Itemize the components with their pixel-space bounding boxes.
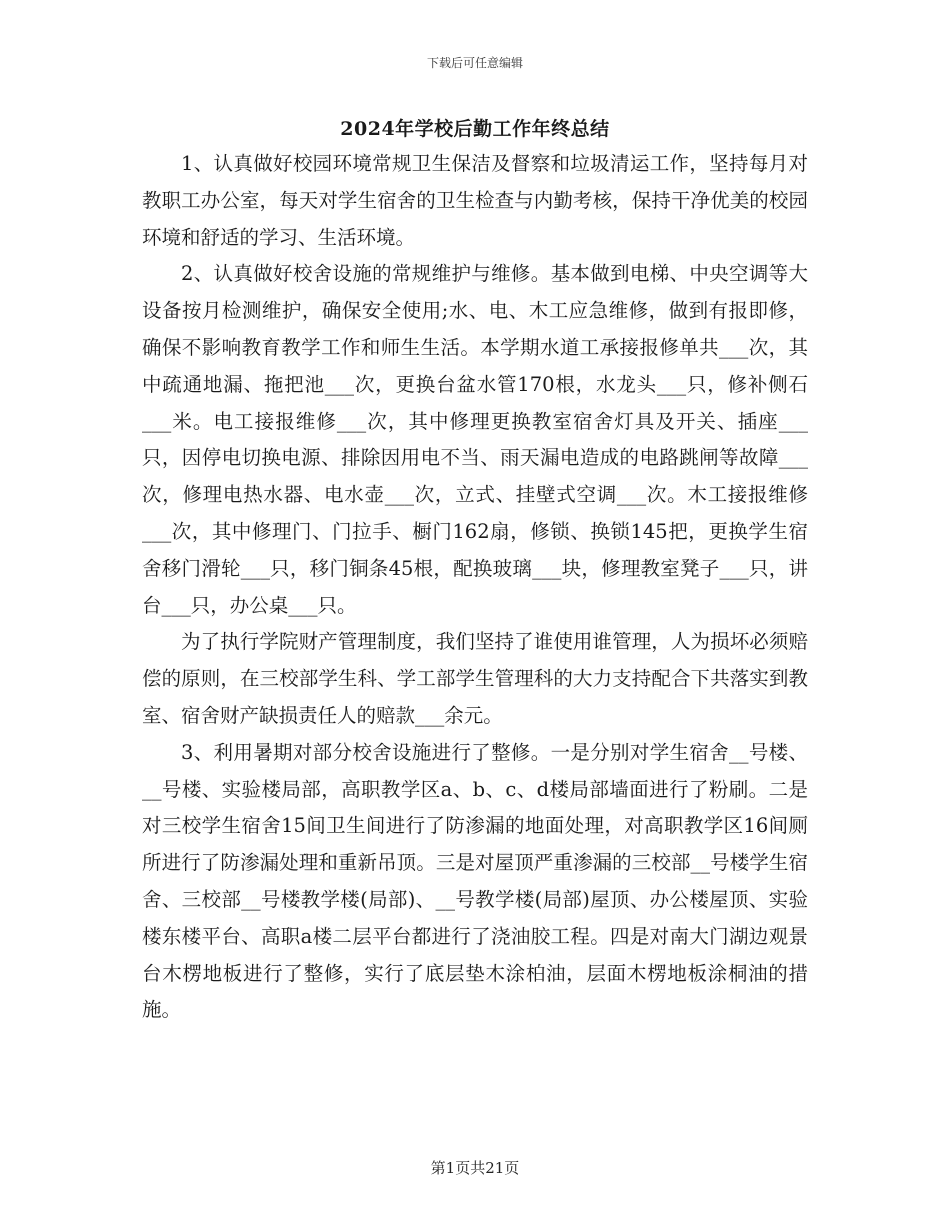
paragraph-facility-maintenance: 2、认真做好校舍设施的常规维护与维修。基本做到电梯、中央空调等大设备按月检测维护，确保安全使用;水、电、木工应急维修，做到有报即修，确保不影响教育教学工作和师生生活。本学期水道工承接报修单共___次，其中疏通地漏、拖把池___次，更换台盆水管170根，水龙头___只，修补侧石___米。电工接报维修___次，其中修理更换教室宿舍灯具及开关、插座___只，因停电切换电源、排除因用电不当、雨天漏电造成的电路跳闸等故障___次，修理电热水器、电水壶___次，立式、挂壁式空调___次。木工接报维修___次，其中修理门、门拉手、橱门162扇，修锁、换锁145把，更换学生宿舍移门滑轮___只，移门铜条45根，配换玻璃___块，修理教室凳子___只，讲台___只，办公桌___只。 [142, 262, 808, 617]
page-number: 第1页共21页 [430, 1159, 520, 1177]
paragraph-property-management: 为了执行学院财产管理制度，我们坚持了谁使用谁管理，人为损坏必须赔偿的原则，在三校部学生科、学工部学生管理科的大力支持配合下共落实到教室、宿舍财产缺损责任人的赔款___余元。 [142, 630, 808, 727]
paragraph-summer-renovation: 3、利用暑期对部分校舍设施进行了整修。一是分别对学生宿舍__号楼、__号楼、实验楼局部，高职教学区a、b、c、d楼局部墙面进行了粉刷。二是对三校学生宿舍15间卫生间进行了防渗漏的地面处理，对高职教学区16间厕所进行了防渗漏处理和重新吊顶。三是对屋顶严重渗漏的三校部__号楼学生宿舍、三校部__号楼教学楼(局部)、__号教学楼(局部)屋顶、办公楼屋顶、实验楼东楼平台、高职a楼二层平台都进行了浇油胶工程。四是对南大门湖边观景台木楞地板进行了整修，实行了底层垫木涂柏油，层面木楞地板涂桐油的措施。 [142, 740, 808, 1022]
document-title: 2024年学校后勤工作年终总结 [340, 118, 610, 140]
document-body [142, 146, 808, 1029]
paragraph-environment-cleaning: 1、认真做好校园环境常规卫生保洁及督察和垃圾清运工作，坚持每月对教职工办公室，每天对学生宿舍的卫生检查与内勤考核，保持干净优美的校园环境和舒适的学习、生活环境。 [142, 152, 808, 249]
header-note: 下载后可任意编辑 [426, 56, 523, 70]
